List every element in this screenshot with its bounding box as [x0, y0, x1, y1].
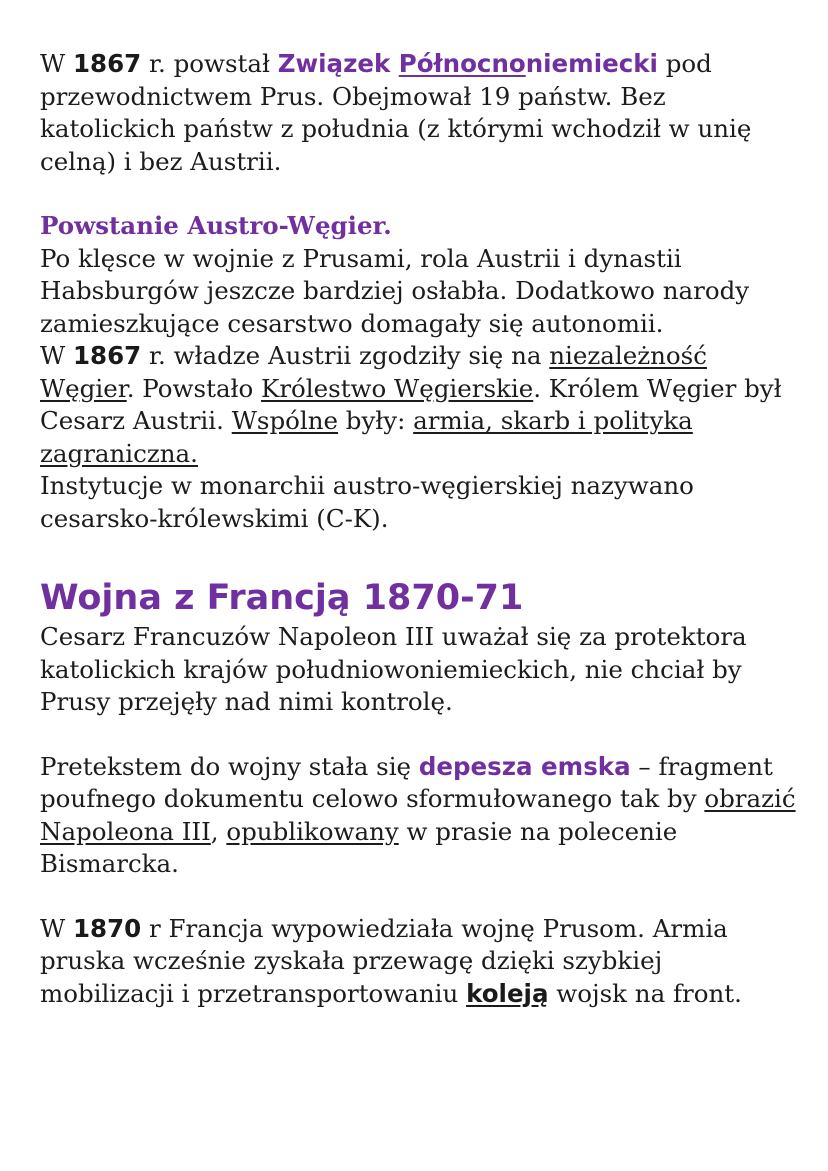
underlined-independence: niezależność Węgier — [40, 341, 707, 403]
year-1867: 1867 — [72, 49, 142, 78]
underlined-published: opublikowany — [226, 816, 399, 846]
year-1870: 1870 — [72, 913, 142, 943]
paragraph-war-1870: W 1870 r Francja wypowiedziała wojnę Prusom. Armia pruska wcześnie zyskała przewagę dzięki szybkiej mobilizacji i przetransportowaniu koleją wojsk na front. — [40, 913, 742, 1008]
term-depesza-emska: depesza emska — [418, 751, 631, 781]
underlined-insult-napoleon: obrazić Napoleona III — [40, 784, 796, 846]
underlined-kingdom: Królestwo Węgierskie — [261, 373, 534, 403]
paragraph-hungary-independence: W 1867 r. władze Austrii zgodziły się na niezależność Węgier. Powstało Królestwo Węgierskie. Królem Węgier był Cesarz Austrii. Wspólne były: armia, skarb i polityka zagraniczna. — [40, 341, 782, 468]
paragraph-ck-institutions: Instytucje w monarchii austro-węgierskiej nazywano cesarsko-królewskimi (C-K). — [40, 471, 694, 533]
paragraph-north-german-confederation: W 1867 r. powstał Związek Północnoniemiecki pod przewodnictwem Prus. Obejmował 19 państw. Bez katolickich państw z południa (z którymi wchodził w unię celną) i bez Austrii. — [40, 49, 752, 176]
paragraph-austria-defeat: Po klęsce w wojnie z Prusami, rola Austrii i dynastii Habsburgów jeszcze bardziej osłabła. Dodatkowo narody zamieszkujące cesarstwo domagały się autonomii. — [40, 243, 750, 338]
underlined-common: Wspólne — [231, 406, 338, 435]
term-niemiecki: niemiecki — [525, 49, 658, 78]
term-zwiazek: Związek — [277, 49, 399, 78]
heading-austria-hungary: Powstanie Austro-Węgier. — [40, 211, 392, 240]
underlined-army-treasury: armia, skarb i polityka zagraniczna. — [40, 406, 693, 468]
term-koleja: koleją — [466, 978, 549, 1008]
document-page — [40, 48, 800, 1010]
term-polnocno: Północno — [398, 49, 526, 78]
paragraph-ems-dispatch: Pretekstem do wojny stała się depesza emska – fragment poufnego dokumentu celowo sformułowanego tak by obrazić Napoleona III, opublikowany w prasie na polecenie Bismarcka. — [40, 751, 796, 878]
paragraph-napoleon: Cesarz Francuzów Napoleon III uważał się za protektora katolickich krajów południowoniemieckich, nie chciał by Prusy przejęły nad nimi kontrolę. — [40, 622, 747, 716]
heading-war-with-france: Wojna z Francją 1870-71 — [40, 578, 524, 618]
year-1867-b: 1867 — [72, 341, 142, 370]
